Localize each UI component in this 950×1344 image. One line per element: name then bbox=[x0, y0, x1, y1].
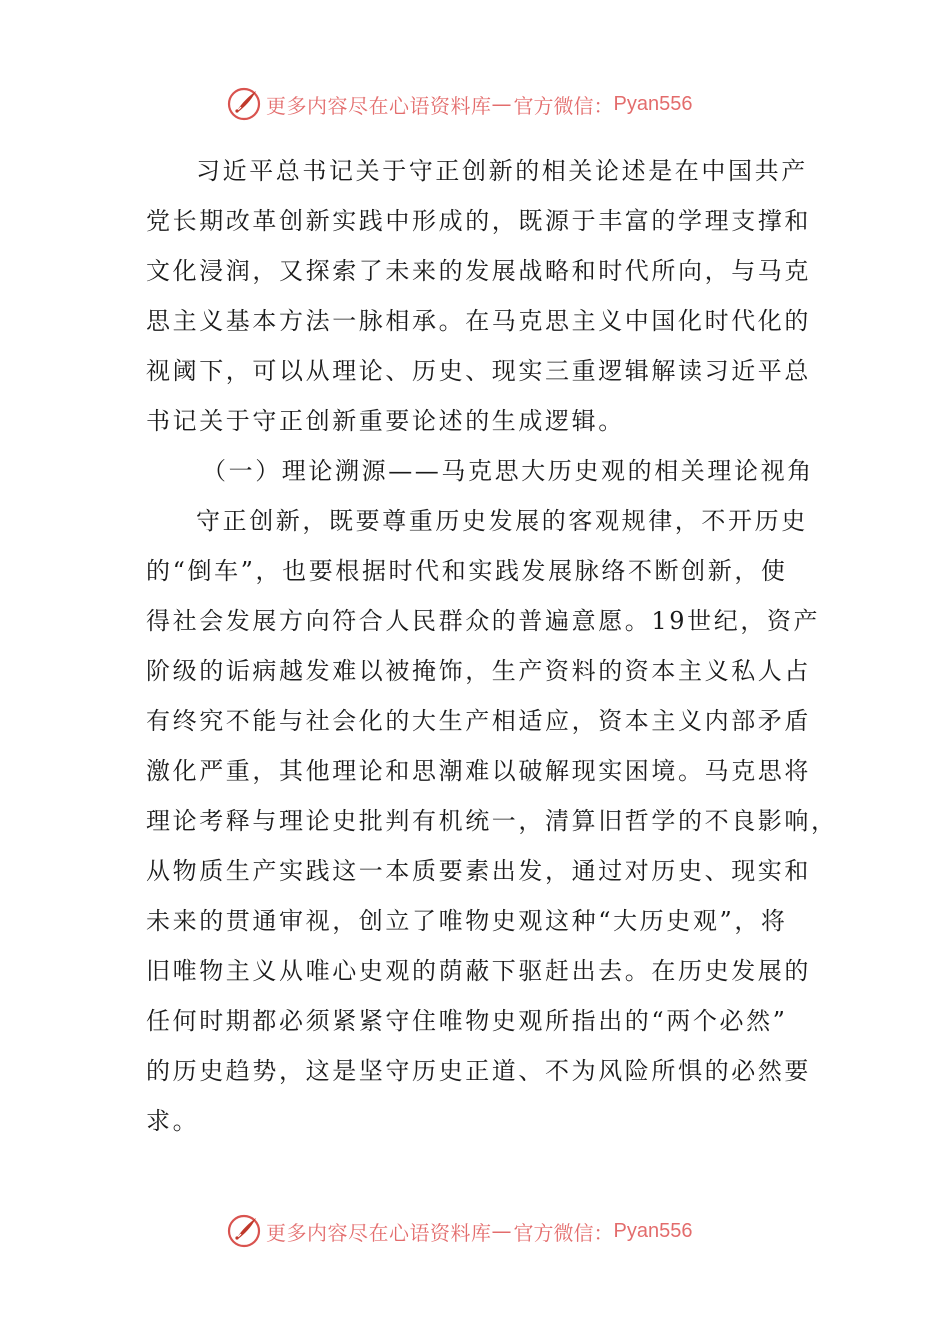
document-body bbox=[146, 146, 838, 1146]
paragraph-line: 党长期改革创新实践中形成的，既源于丰富的学理支撑和 bbox=[146, 207, 811, 235]
paragraph-line: 任何时期都必须紧紧守住唯物史观所指出的“两个必然” bbox=[146, 1007, 788, 1035]
watermark-label: 官方微信： bbox=[513, 1220, 614, 1245]
watermark-separator: — bbox=[491, 92, 512, 116]
paragraph-line: 守正创新，既要尊重历史发展的客观规律，不开历史 bbox=[196, 507, 808, 535]
paragraph-line: 有终究不能与社会化的大生产相适应，资本主义内部矛盾 bbox=[146, 707, 811, 735]
paragraph-line: 旧唯物主义从唯心史观的荫蔽下驱赶出去。在历史发展的 bbox=[146, 957, 811, 985]
footer-watermark bbox=[226, 1211, 692, 1251]
paragraph-line: 的“倒车”，也要根据时代和实践发展脉络不断创新，使 bbox=[146, 557, 788, 585]
paragraph-line: 未来的贯通审视，创立了唯物史观这种“大历史观”，将 bbox=[146, 907, 788, 935]
paragraph-line: 阶级的诟病越发难以被掩饰，生产资料的资本主义私人占 bbox=[146, 657, 811, 685]
paragraph-line: 激化严重，其他理论和思潮难以破解现实困境。马克思将 bbox=[146, 757, 811, 785]
quill-pen-circle-icon bbox=[226, 1213, 262, 1249]
watermark-wechat-id: Pyan556 bbox=[613, 92, 693, 115]
paragraph-line: 求。 bbox=[146, 1107, 200, 1135]
paragraph-line: 书记关于守正创新重要论述的生成逻辑。 bbox=[146, 407, 625, 435]
paragraph-line: 的历史趋势，这是坚守历史正道、不为风险所惧的必然要 bbox=[146, 1057, 811, 1085]
paragraph-line: 文化浸润，又探索了未来的发展战略和时代所向，与马克 bbox=[146, 257, 811, 285]
watermark-label: 官方微信： bbox=[513, 93, 614, 118]
quill-pen-circle-icon bbox=[226, 86, 262, 122]
paragraph-line: 视阈下，可以从理论、历史、现实三重逻辑解读习近平总 bbox=[146, 357, 811, 385]
paragraph-line: 理论考释与理论史批判有机统一，清算旧哲学的不良影响， bbox=[146, 807, 838, 835]
paragraph-line: 得社会发展方向符合人民群众的普遍意愿。19世纪，资产 bbox=[146, 607, 821, 635]
paragraph-line: 思主义基本方法一脉相承。在马克思主义中国化时代化的 bbox=[146, 307, 811, 335]
section-heading: （一）理论溯源——马克思大历史观的相关理论视角 bbox=[202, 457, 814, 485]
watermark-site-text: 更多内容尽在心语资料库 bbox=[266, 1220, 492, 1245]
header-watermark bbox=[226, 84, 692, 124]
paragraph-line: 从物质生产实践这一本质要素出发，通过对历史、现实和 bbox=[146, 857, 811, 885]
watermark-site-text: 更多内容尽在心语资料库 bbox=[266, 93, 492, 118]
watermark-separator: — bbox=[491, 1219, 512, 1243]
watermark-wechat-id: Pyan556 bbox=[613, 1219, 693, 1242]
paragraph-line: 习近平总书记关于守正创新的相关论述是在中国共产 bbox=[196, 157, 808, 185]
